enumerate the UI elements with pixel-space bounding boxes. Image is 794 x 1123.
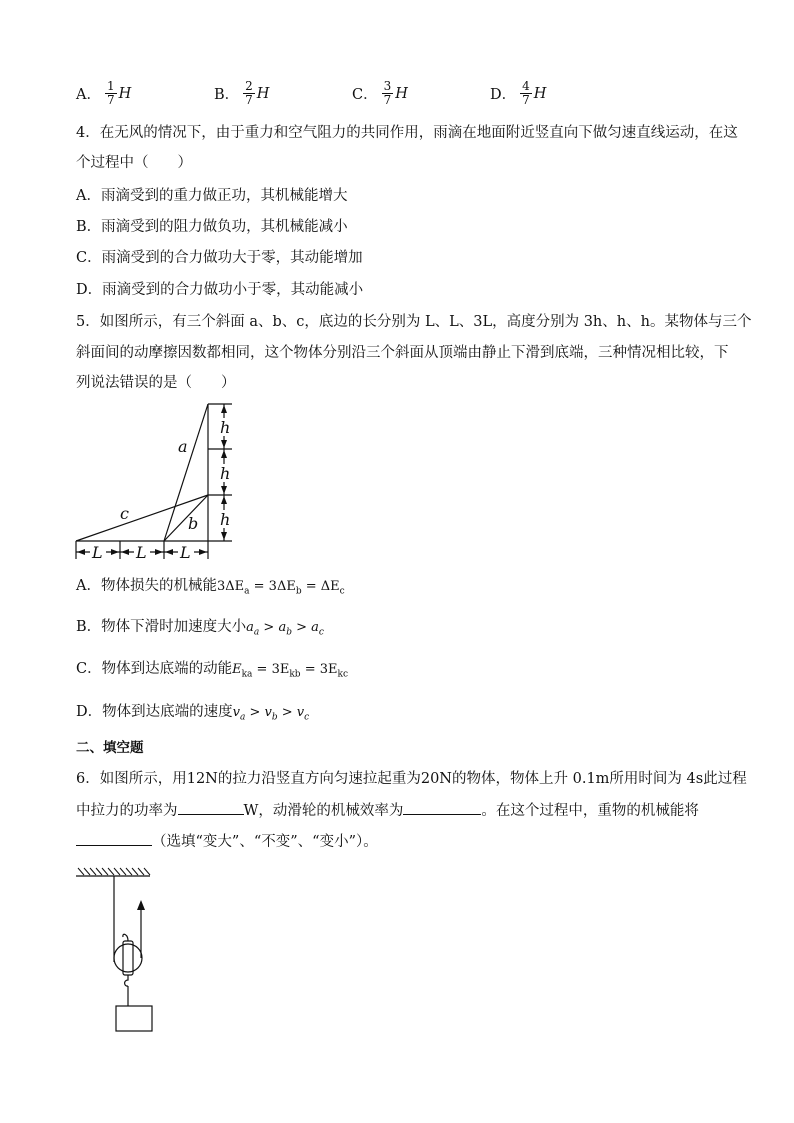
answer-blank-energy[interactable] <box>76 831 152 846</box>
label-a: a <box>178 437 188 456</box>
q5-option-b: B．物体下滑时加速度大小$a_a > a_b > a_c$ <box>76 619 324 638</box>
incline-a <box>164 404 208 541</box>
q6-line2: 中拉力的功率为 W，动滑轮的机械效率为 。在这个过程中，重物的机械能将 <box>76 800 699 821</box>
label-L-1: L <box>92 543 103 562</box>
fraction: $\frac{4}{7}$ <box>522 79 530 107</box>
fraction: $\frac{1}{7}$ <box>106 79 115 107</box>
q3-option-d: D． $\frac{4}{7}$ H <box>490 79 547 107</box>
label-L-2: L <box>136 543 147 562</box>
q4-option-c: C．雨滴受到的合力做功大于零，其动能增加 <box>76 250 363 266</box>
q5-option-d: D．物体到达底端的速度$v_a > v_b > v_c$ <box>76 704 310 723</box>
q4-stem-line2: 个过程中（ ） <box>76 155 192 171</box>
q3-option-b: B． $\frac{2}{7}$ H <box>214 79 270 107</box>
answer-blank-efficiency[interactable] <box>403 800 481 815</box>
movable-pulley <box>114 944 142 972</box>
q4-option-d: D．雨滴受到的合力做功小于零，其动能减小 <box>76 282 364 298</box>
pull-arrow <box>137 900 145 910</box>
q4-option-b: B．雨滴受到的阻力做负功，其机械能减小 <box>76 219 348 235</box>
fraction: $\frac{3}{7}$ <box>383 79 392 107</box>
label-c: c <box>120 504 129 523</box>
section-heading: 二、填空题 <box>76 740 144 756</box>
q3-option-c: C． $\frac{3}{7}$ H <box>352 79 408 107</box>
incline-b <box>164 495 208 541</box>
q3-options <box>76 80 716 114</box>
label-h-1: h <box>220 418 231 437</box>
q5-option-a: A．物体损失的机械能$3\Delta E_a = 3\Delta E_b = \Delta E_c$ <box>76 578 345 597</box>
label-b: b <box>188 514 199 533</box>
q4-option-a: A．雨滴受到的重力做正功，其机械能增大 <box>76 188 348 204</box>
inclines-figure <box>70 398 240 566</box>
q5-stem-line2: 斜面间的动摩擦因数都相同，这个物体分别沿三个斜面从顶端由静止下滑到底端，三种情况相比较，下 <box>76 345 729 361</box>
label-h-3: h <box>220 510 231 529</box>
q3-option-a: A． $\frac{1}{7}$ H <box>76 79 132 107</box>
answer-blank-power[interactable] <box>178 800 244 815</box>
q6-line1: 6．如图所示，用12N的拉力沿竖直方向匀速拉起重为20N的物体，物体上升 0.1m所用时间为 4s此过程 <box>76 771 747 787</box>
fraction: $\frac{2}{7}$ <box>245 79 253 107</box>
label-L-3: L <box>180 543 191 562</box>
q4-stem-line1: 4．在无风的情况下，由于重力和空气阻力的共同作用，雨滴在地面附近竖直向下做匀速直线运动，在这 <box>76 125 738 141</box>
q6-line3: （选填“变大”、“不变”、“变小”）。 <box>76 831 378 852</box>
q5-stem-line1: 5．如图所示，有三个斜面 a、b、c，底边的长分别为 L、L、3L，高度分别为 3h、h、h。某物体与三个 <box>76 314 752 330</box>
pulley-figure <box>74 866 164 1036</box>
weight-block <box>116 1006 152 1031</box>
q5-option-c: C．物体到达底端的动能$E_{ka} = 3E_{kb} = 3E_{kc}$ <box>76 661 348 680</box>
q5-stem-line3: 列说法错误的是（ ） <box>76 375 236 391</box>
label-h-2: h <box>220 464 231 483</box>
